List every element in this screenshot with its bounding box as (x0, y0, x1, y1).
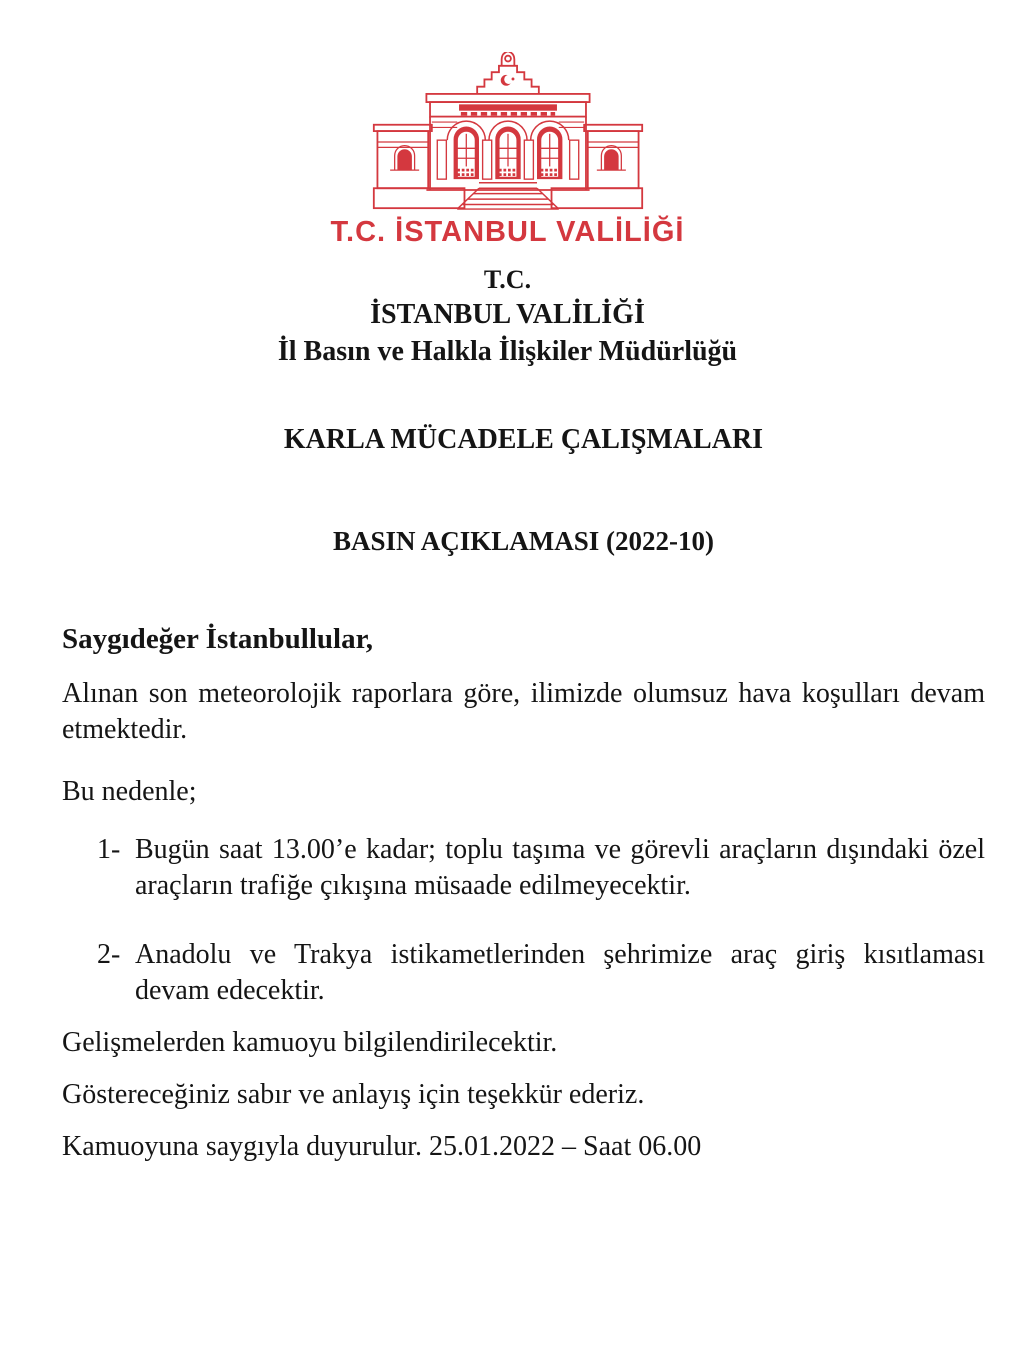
subject-title: KARLA MÜCADELE ÇALIŞMALARI (283, 424, 764, 456)
salutation: Saygıdeğer İstanbullular, (62, 623, 374, 656)
lead-in: Bu nedenle; (62, 776, 197, 808)
closing-info: Gelişmelerden kamuoyu bilgilendirilecektir. (62, 1027, 558, 1059)
release-title: BASIN AÇIKLAMASI (2022-10) (332, 526, 715, 557)
valilik-building-emblem (372, 52, 644, 212)
list-item-text: Anadolu ve Trakya istikametlerinden şehrimize araç giriş kısıtlaması devam edecektir. (135, 939, 985, 1007)
header-tc: T.C. (483, 265, 532, 294)
list-item (97, 832, 985, 904)
list-item-marker: 2- (97, 939, 121, 971)
closing-announcement: Kamuoyuna saygıyla duyurulur. 25.01.2022 – Saat 06.00 (62, 1131, 702, 1163)
list-item-marker: 1- (97, 834, 121, 866)
header-directorate: İl Basın ve Halkla İlişkiler Müdürlüğü (277, 335, 738, 367)
paragraph-weather: Alınan son meteorolojik raporlara göre, ilimizde olumsuz hava koşulları devam etmektedir. (62, 678, 985, 746)
list-item-text: Bugün saat 13.00’e kadar; toplu taşıma ve görevli araçların dışındaki özel araçların trafiğe çıkışına müsaade edilmeyecektir. (135, 834, 985, 902)
closing-thanks: Göstereceğiniz sabır ve anlayış için teşekkür ederiz. (62, 1079, 645, 1111)
measures-list (62, 832, 985, 1009)
letterhead (0, 0, 1015, 368)
document-header (0, 265, 1015, 368)
header-governorship: İSTANBUL VALİLİĞİ (370, 299, 645, 331)
list-item (97, 937, 985, 1009)
emblem-caption: T.C. İSTANBUL VALİLİĞİ (330, 216, 685, 248)
